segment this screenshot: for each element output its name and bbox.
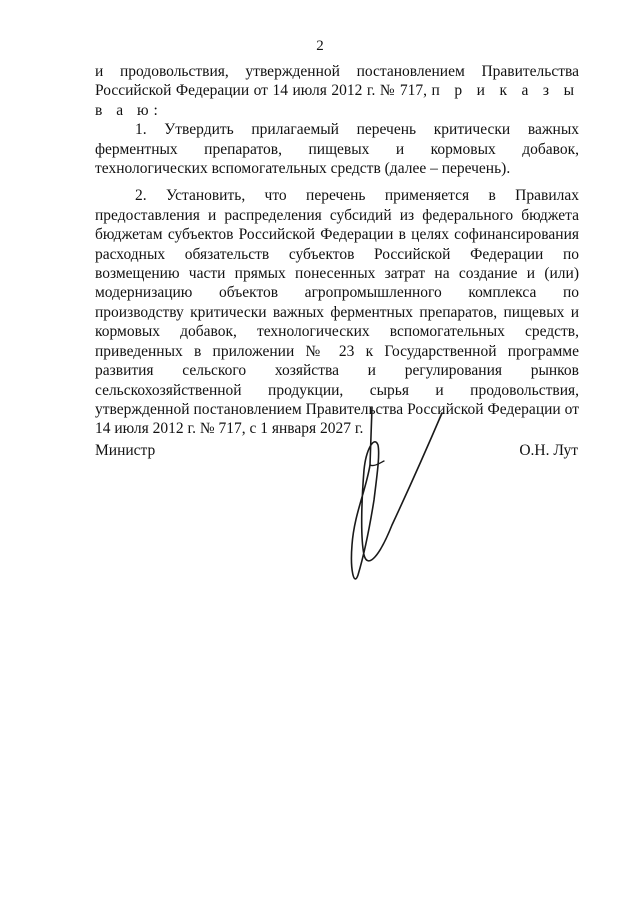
paragraph-item-1: 1. Утвердить прилагаемый перечень критически важных ферментных препаратов, пищевых и кормовых добавок, технологических вспомогательных средств (далее – перечень).	[95, 121, 579, 178]
paragraph-intro-text: и продовольствия, утвержденной постановлением Правительства Российской Федерации от 14 июля 2012 г. № 717,	[95, 63, 579, 100]
document-body	[95, 62, 579, 439]
order-word: п р и к а з ы в а ю:	[95, 82, 579, 119]
handwritten-signature	[340, 405, 450, 590]
signatory-name: О.Н. Лут	[519, 442, 578, 459]
paragraph-item-2: 2. Установить, что перечень применяется в Правилах предоставления и распределения субсидий из федерального бюджета бюджетам субъектов Российской Федерации в целях софинансирования расходных обязательств субъектов Российской Федерации по возмещению части прямых понесенных затрат на создание и (или) модернизацию объектов агропромышленного комплекса по производству критически важных ферментных препаратов, пищевых и кормовых добавок, технологических вспомогательных средств, приведенных в приложении № 23 к Государственной программе развития сельского хозяйства и регулирования рынков сельскохозяйственной продукции, сырья и продовольствия, утвержденной постановлением Правительства Российской Федерации от 14 июля 2012 г. № 717, с 1 января 2027 г.	[95, 187, 579, 438]
page-number: 2	[316, 38, 324, 54]
signatory-title: Министр	[95, 442, 156, 459]
paragraph-intro	[95, 62, 579, 120]
